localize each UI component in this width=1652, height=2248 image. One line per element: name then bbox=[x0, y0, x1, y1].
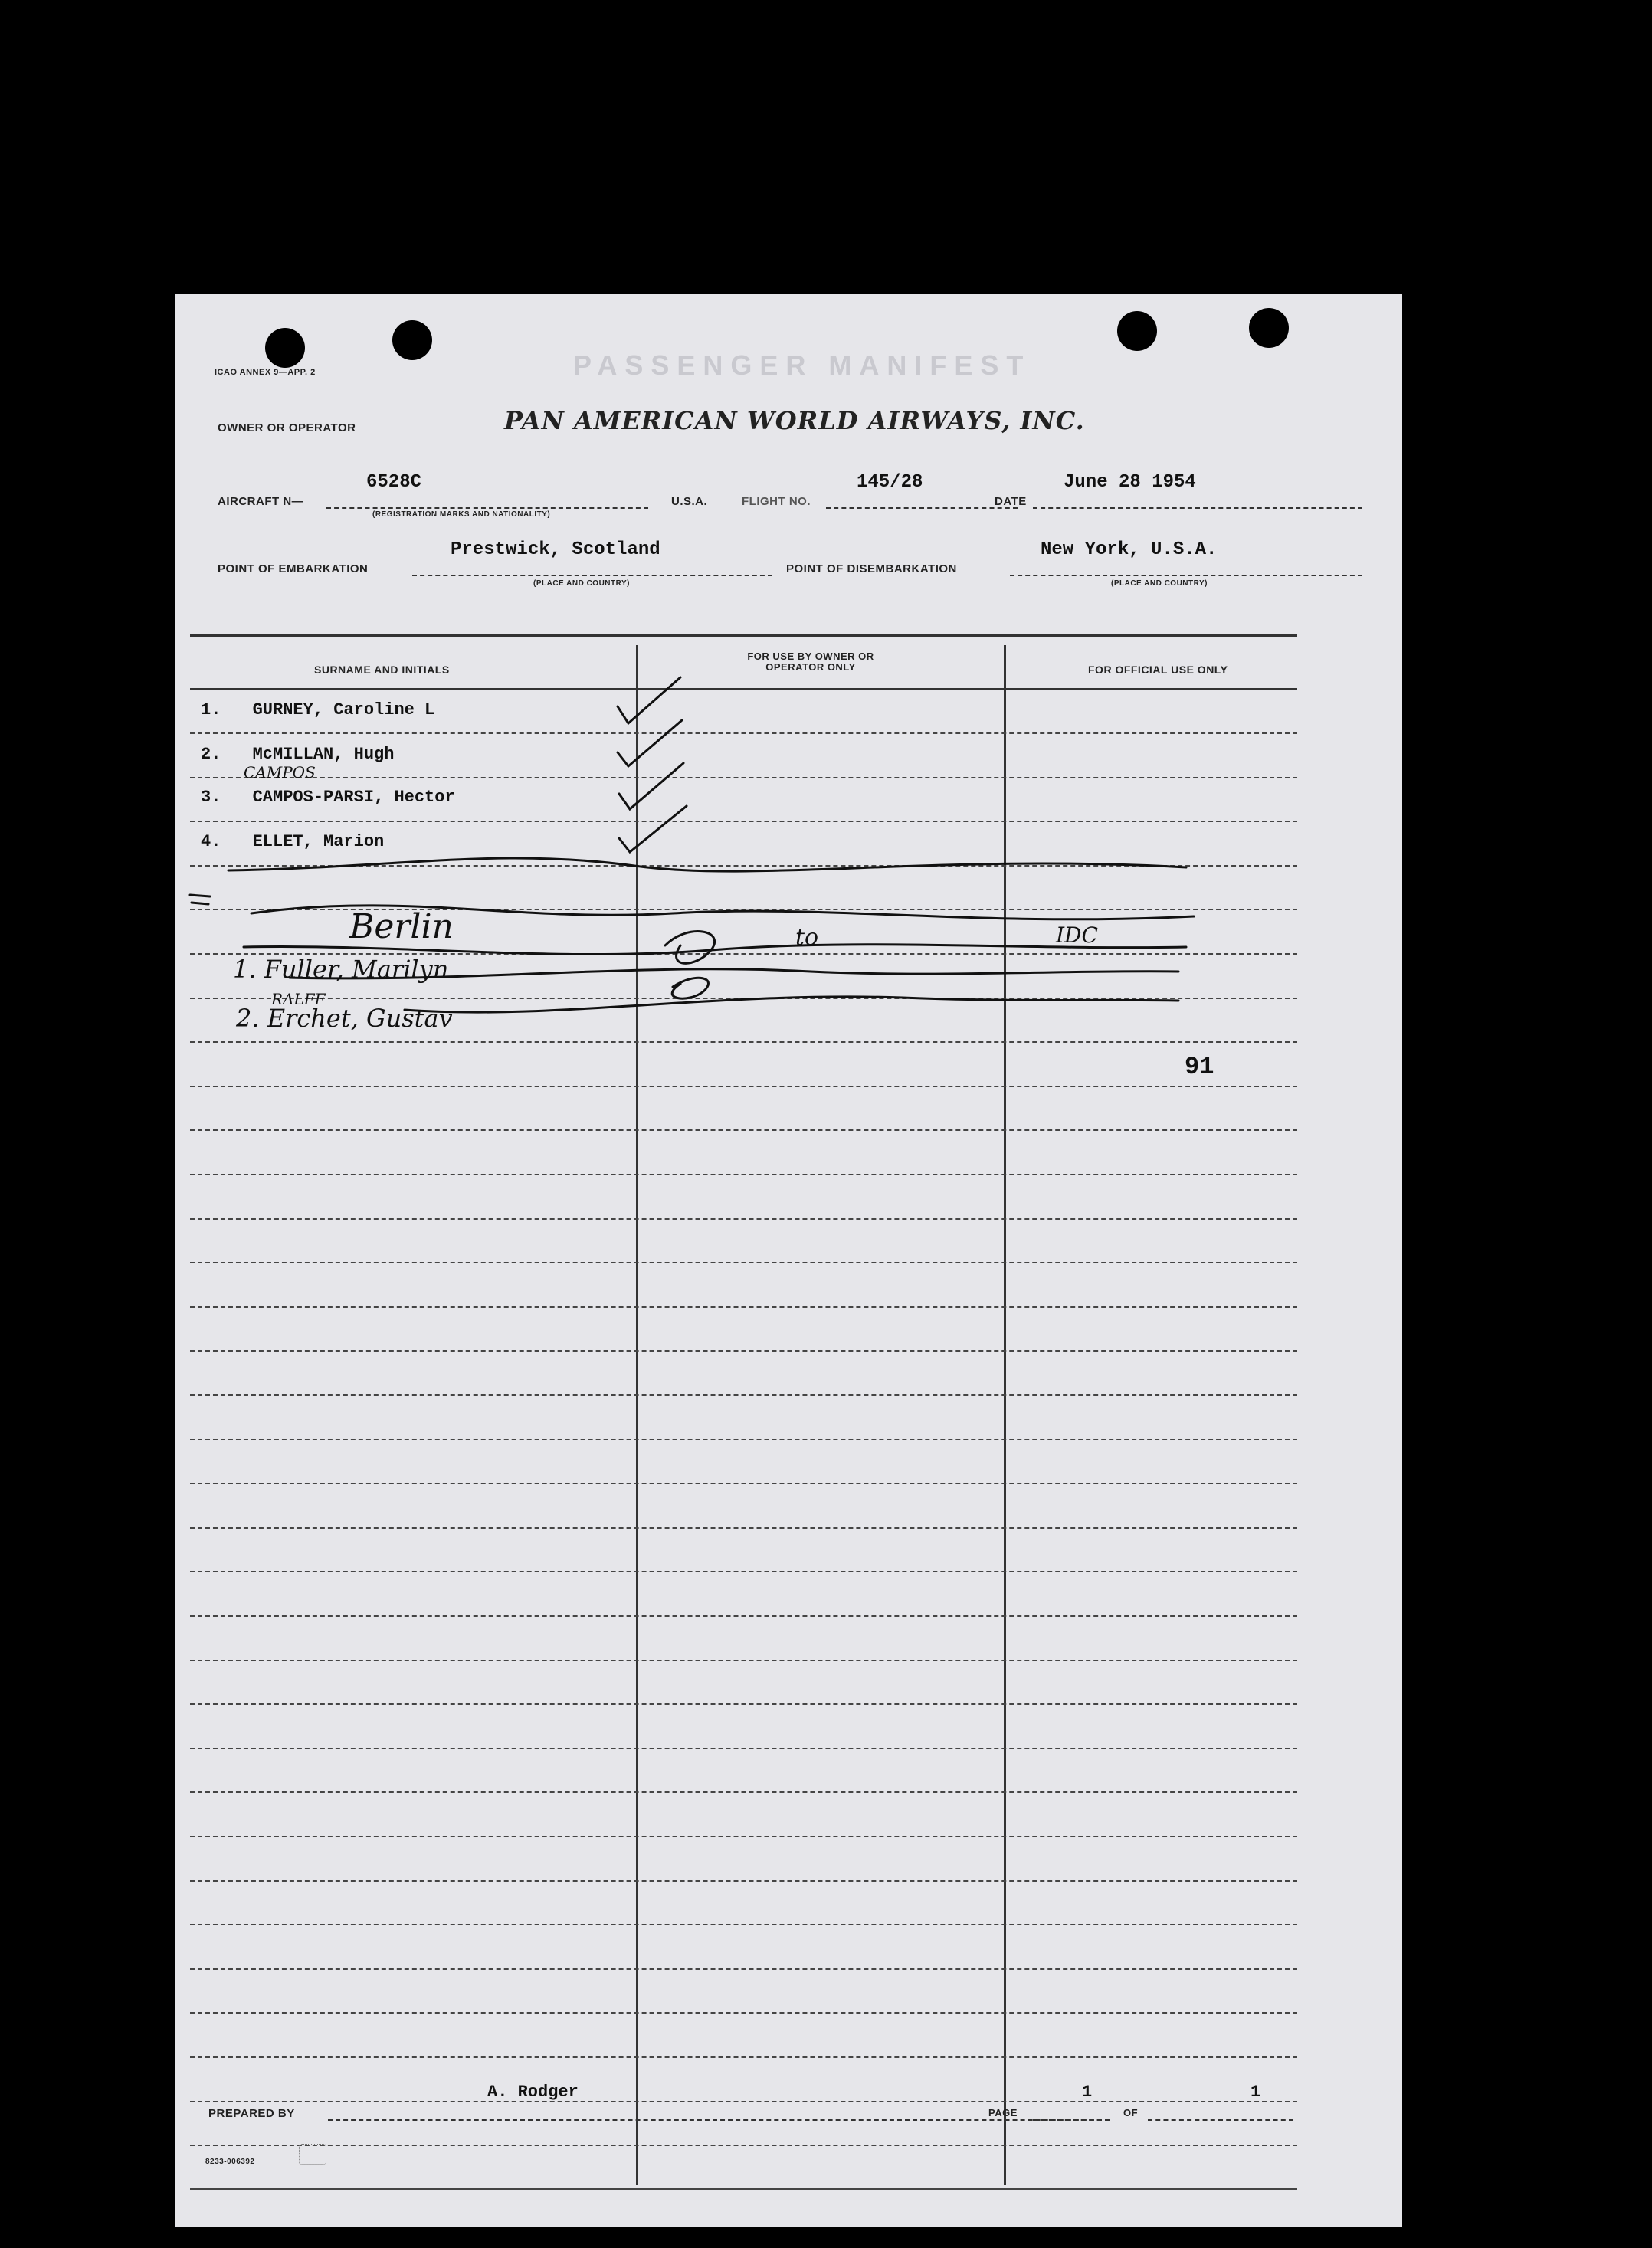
passenger-name: CAMPOS-PARSI, Hector bbox=[252, 788, 455, 807]
column-header-owner: FOR USE BY OWNER OR OPERATOR ONLY bbox=[747, 650, 874, 673]
handwritten-code: IDC bbox=[1056, 922, 1098, 948]
table-rule bbox=[190, 1571, 1297, 1572]
flight-label: FLIGHT NO. bbox=[742, 495, 811, 508]
of-label: OF bbox=[1123, 2107, 1139, 2119]
form-number: 8233-006392 bbox=[205, 2158, 255, 2166]
row-number: 3. bbox=[201, 788, 221, 807]
owner-value: PAN AMERICAN WORLD AIRWAYS, INC. bbox=[504, 406, 1085, 435]
passenger-name: ELLET, Marion bbox=[252, 832, 385, 851]
column-header-official: FOR OFFICIAL USE ONLY bbox=[1088, 664, 1228, 676]
table-rule bbox=[190, 1791, 1297, 1793]
strike-line bbox=[405, 997, 1178, 1012]
embarkation-label: POINT OF EMBARKATION bbox=[218, 562, 369, 575]
prepared-by-value: A. Rodger bbox=[487, 2083, 579, 2102]
printer-mark bbox=[299, 2144, 326, 2165]
aircraft-label: AIRCRAFT N— bbox=[218, 495, 304, 508]
owner-label: OWNER OR OPERATOR bbox=[218, 421, 356, 434]
table-rule bbox=[190, 2012, 1297, 2014]
scribble bbox=[190, 895, 210, 904]
table-rule bbox=[190, 1880, 1297, 1882]
punch-hole bbox=[1249, 308, 1289, 348]
column-header-surname: SURNAME AND INITIALS bbox=[314, 664, 450, 676]
embarkation-value: Prestwick, Scotland bbox=[451, 539, 660, 560]
list-item bbox=[201, 788, 455, 807]
table-rule bbox=[190, 1174, 1297, 1175]
date-value: June 28 1954 bbox=[1064, 472, 1196, 493]
date-label: DATE bbox=[995, 495, 1027, 508]
column-divider bbox=[1004, 645, 1006, 2185]
table-rule bbox=[190, 1615, 1297, 1617]
scribble bbox=[665, 932, 715, 964]
table-rule bbox=[190, 1703, 1297, 1705]
table-rule bbox=[190, 1086, 1297, 1087]
check-mark bbox=[618, 677, 680, 723]
punch-hole bbox=[392, 320, 432, 360]
handwritten-annotation: RALFF bbox=[271, 990, 326, 1008]
check-mark bbox=[619, 806, 687, 852]
list-item bbox=[201, 832, 384, 851]
flight-value: 145/28 bbox=[857, 472, 923, 493]
scribble bbox=[672, 978, 708, 998]
of-value: 1 bbox=[1250, 2083, 1261, 2102]
table-rule bbox=[190, 732, 1297, 734]
table-rule bbox=[190, 1218, 1297, 1220]
form-reference: ICAO ANNEX 9—APP. 2 bbox=[215, 368, 316, 377]
row-number: 2. bbox=[201, 745, 221, 764]
page-value: 1 bbox=[1082, 2083, 1093, 2102]
table-rule bbox=[190, 2056, 1297, 2058]
table-rule bbox=[190, 777, 1297, 778]
check-mark bbox=[618, 720, 682, 766]
table-rule bbox=[190, 1660, 1297, 1661]
passenger-name: GURNEY, Caroline L bbox=[252, 700, 435, 719]
passenger-name: McMILLAN, Hugh bbox=[252, 745, 395, 764]
table-rule bbox=[190, 2101, 1297, 2102]
page-label: PAGE bbox=[988, 2107, 1018, 2119]
table-top-rule bbox=[190, 634, 1297, 637]
handwritten-to: to bbox=[795, 924, 819, 951]
table-rule bbox=[190, 1394, 1297, 1396]
table-rule bbox=[190, 1483, 1297, 1484]
list-item bbox=[201, 700, 434, 719]
form-title: PASSENGER MANIFEST bbox=[573, 349, 1031, 381]
footer-rule bbox=[190, 2188, 1297, 2190]
list-item bbox=[201, 745, 394, 764]
punch-hole bbox=[1117, 311, 1157, 351]
embarkation-sublabel: (PLACE AND COUNTRY) bbox=[533, 579, 630, 588]
handwritten-passenger: 2. Erchet, Gustav bbox=[236, 1004, 453, 1033]
table-rule bbox=[190, 1262, 1297, 1263]
table-rule bbox=[190, 1527, 1297, 1529]
table-rule bbox=[190, 1041, 1297, 1043]
row-number: 4. bbox=[201, 832, 221, 851]
table-rule bbox=[190, 2145, 1297, 2146]
table-rule bbox=[190, 821, 1297, 822]
manifest-sheet bbox=[175, 294, 1402, 2227]
check-mark bbox=[619, 763, 683, 809]
handwritten-destination: Berlin bbox=[349, 907, 454, 946]
row-number: 1. bbox=[201, 700, 221, 719]
handwritten-passenger: 1. Fuller, Marilyn bbox=[233, 955, 449, 984]
table-rule bbox=[190, 1836, 1297, 1837]
disembarkation-sublabel: (PLACE AND COUNTRY) bbox=[1111, 579, 1208, 588]
handwritten-annotation: CAMPOS bbox=[244, 763, 316, 782]
table-rule bbox=[190, 865, 1297, 867]
table-rule bbox=[190, 1924, 1297, 1925]
table-rule bbox=[190, 1306, 1297, 1308]
disembarkation-label: POINT OF DISEMBARKATION bbox=[786, 562, 957, 575]
prepared-by-label: PREPARED BY bbox=[208, 2107, 295, 2120]
punch-hole bbox=[265, 328, 305, 368]
table-rule bbox=[190, 1439, 1297, 1440]
aircraft-sublabel: (REGISTRATION MARKS AND NATIONALITY) bbox=[372, 510, 551, 519]
column-divider bbox=[636, 645, 638, 2185]
stamped-number: 91 bbox=[1185, 1053, 1214, 1081]
usa-label: U.S.A. bbox=[671, 495, 708, 508]
table-rule bbox=[190, 998, 1297, 999]
disembarkation-value: New York, U.S.A. bbox=[1041, 539, 1218, 560]
table-rule bbox=[190, 1129, 1297, 1131]
table-rule bbox=[190, 1748, 1297, 1749]
table-rule bbox=[190, 1350, 1297, 1352]
aircraft-value: 6528C bbox=[366, 472, 422, 493]
header-rule bbox=[190, 688, 1297, 690]
table-rule bbox=[190, 1968, 1297, 1970]
